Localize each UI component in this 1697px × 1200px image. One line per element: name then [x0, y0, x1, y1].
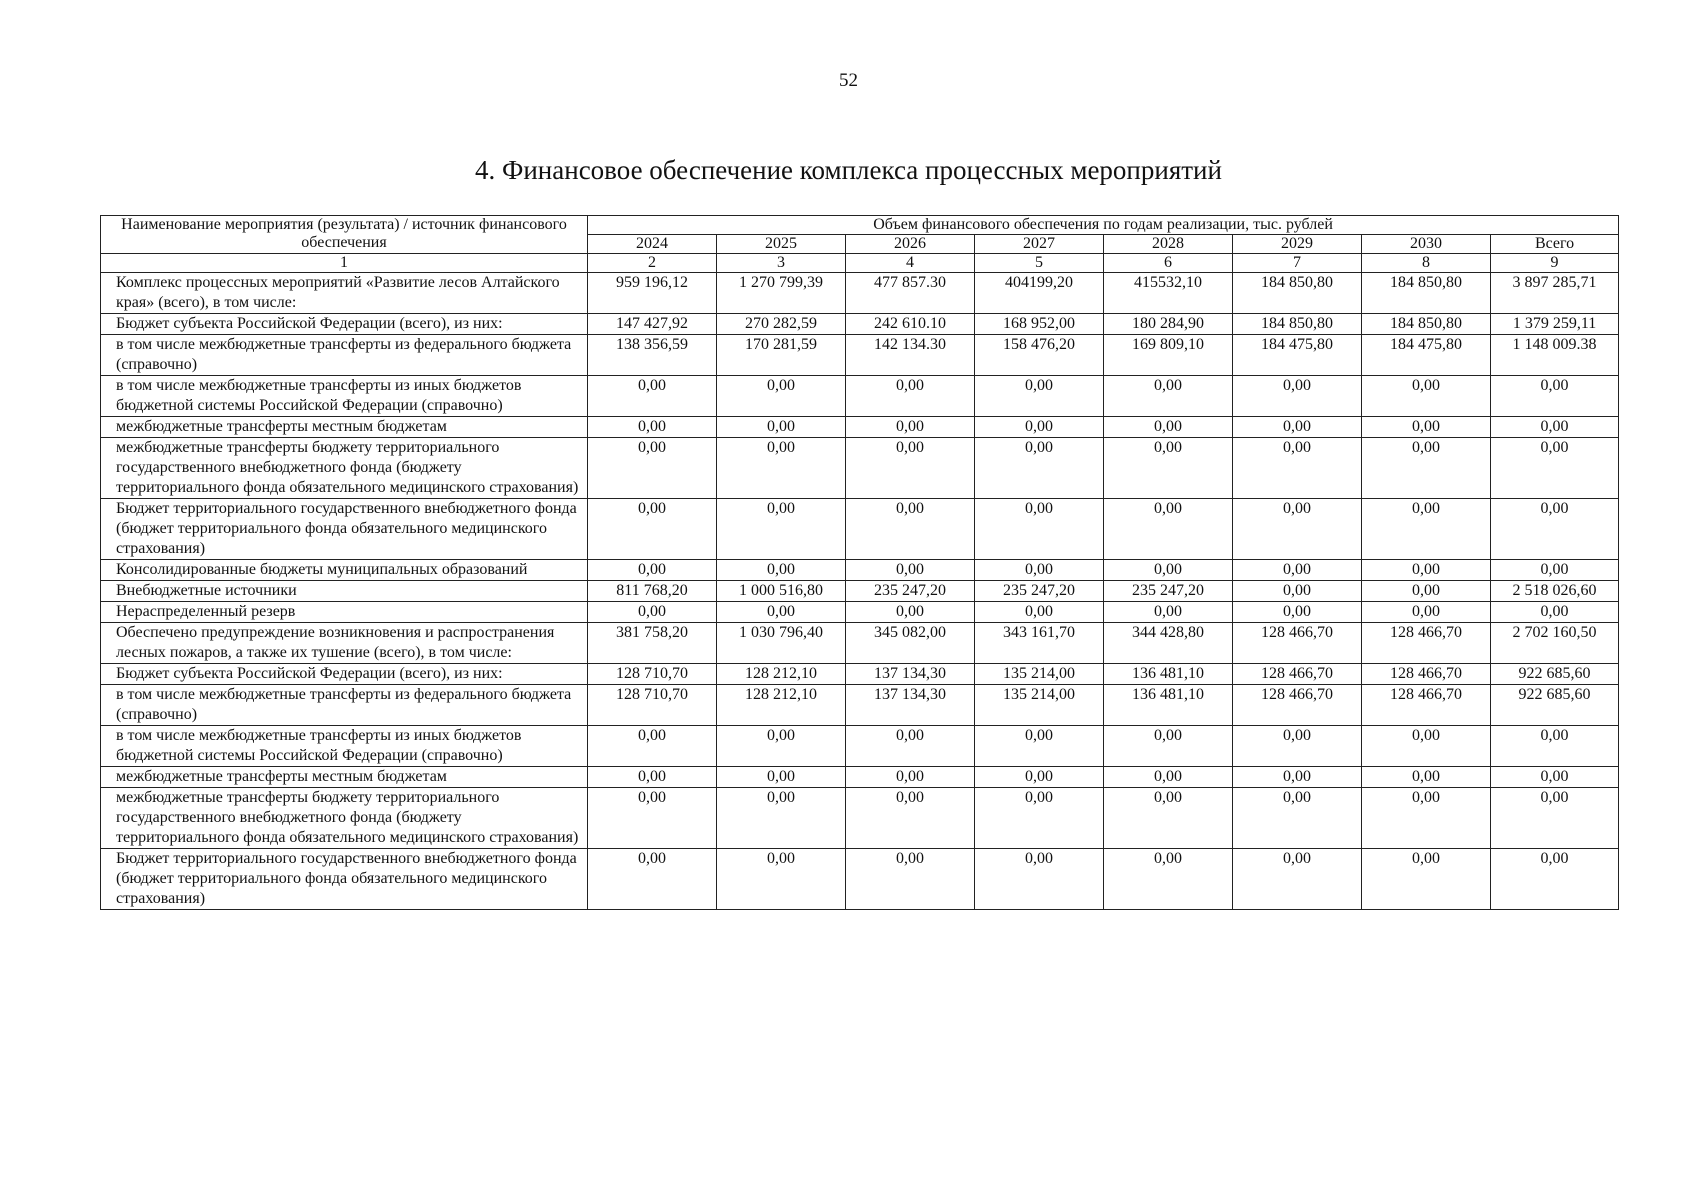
- row-value-cell: 0,00: [588, 849, 717, 910]
- row-value-cell: 0,00: [1362, 499, 1491, 560]
- row-value-cell: 0,00: [588, 376, 717, 417]
- row-value-cell: 0,00: [846, 438, 975, 499]
- row-total-cell: 2 702 160,50: [1491, 623, 1619, 664]
- row-value-cell: 137 134,30: [846, 664, 975, 685]
- row-value-cell: 0,00: [1104, 849, 1233, 910]
- row-total-cell: 0,00: [1491, 499, 1619, 560]
- row-value-cell: 0,00: [1362, 767, 1491, 788]
- row-value-cell: 0,00: [1233, 581, 1362, 602]
- row-total-cell: 0,00: [1491, 602, 1619, 623]
- table-row: [101, 581, 1619, 602]
- year-header: 2025: [717, 235, 846, 254]
- table-row: [101, 623, 1619, 664]
- row-value-cell: 0,00: [717, 438, 846, 499]
- row-value-cell: 0,00: [846, 560, 975, 581]
- row-value-cell: 344 428,80: [1104, 623, 1233, 664]
- row-total-cell: 2 518 026,60: [1491, 581, 1619, 602]
- table-row: [101, 664, 1619, 685]
- row-value-cell: 0,00: [717, 726, 846, 767]
- financing-table: [100, 215, 1619, 910]
- row-value-cell: 135 214,00: [975, 664, 1104, 685]
- row-value-cell: 0,00: [588, 438, 717, 499]
- row-value-cell: 170 281,59: [717, 335, 846, 376]
- year-header: 2029: [1233, 235, 1362, 254]
- row-value-cell: 0,00: [717, 376, 846, 417]
- row-total-cell: 1 379 259,11: [1491, 314, 1619, 335]
- row-name-cell: Бюджет территориального государственного внебюджетного фонда (бюджет территориального фонда обязательного медицинского страхования): [101, 499, 588, 560]
- row-value-cell: 184 475,80: [1362, 335, 1491, 376]
- row-value-cell: 0,00: [975, 849, 1104, 910]
- table-row: [101, 767, 1619, 788]
- row-value-cell: 184 850,80: [1233, 314, 1362, 335]
- row-value-cell: 1 000 516,80: [717, 581, 846, 602]
- row-value-cell: 0,00: [846, 602, 975, 623]
- row-name-cell: Обеспечено предупреждение возникновения и распространения лесных пожаров, а также их тушение (всего), в том числе:: [101, 623, 588, 664]
- row-value-cell: 184 850,80: [1362, 273, 1491, 314]
- row-name-cell: межбюджетные трансферты местным бюджетам: [101, 417, 588, 438]
- row-value-cell: 0,00: [1233, 438, 1362, 499]
- row-total-cell: 0,00: [1491, 788, 1619, 849]
- column-number: 3: [717, 254, 846, 273]
- row-total-cell: 0,00: [1491, 726, 1619, 767]
- header-name-cell: Наименование мероприятия (результата) / источник финансового обеспечения: [101, 216, 588, 254]
- row-value-cell: 0,00: [1104, 788, 1233, 849]
- row-value-cell: 0,00: [1233, 376, 1362, 417]
- row-value-cell: 184 850,80: [1362, 314, 1491, 335]
- row-total-cell: 0,00: [1491, 560, 1619, 581]
- row-value-cell: 128 212,10: [717, 685, 846, 726]
- row-value-cell: 0,00: [1233, 417, 1362, 438]
- row-value-cell: 0,00: [717, 560, 846, 581]
- row-total-cell: 0,00: [1491, 438, 1619, 499]
- row-value-cell: 0,00: [588, 560, 717, 581]
- row-value-cell: 235 247,20: [846, 581, 975, 602]
- row-value-cell: 343 161,70: [975, 623, 1104, 664]
- row-value-cell: 1 030 796,40: [717, 623, 846, 664]
- row-name-cell: в том числе межбюджетные трансферты из федерального бюджета (справочно): [101, 685, 588, 726]
- table-row: [101, 726, 1619, 767]
- row-value-cell: 0,00: [975, 767, 1104, 788]
- table-row: [101, 849, 1619, 910]
- column-number: 6: [1104, 254, 1233, 273]
- row-value-cell: 128 466,70: [1233, 664, 1362, 685]
- row-value-cell: 0,00: [1104, 499, 1233, 560]
- row-value-cell: 0,00: [975, 376, 1104, 417]
- row-value-cell: 0,00: [588, 726, 717, 767]
- row-value-cell: 128 710,70: [588, 685, 717, 726]
- table-row: [101, 314, 1619, 335]
- table-row: [101, 685, 1619, 726]
- row-value-cell: 0,00: [1104, 417, 1233, 438]
- row-total-cell: 1 148 009.38: [1491, 335, 1619, 376]
- row-value-cell: 1 270 799,39: [717, 273, 846, 314]
- row-value-cell: 381 758,20: [588, 623, 717, 664]
- table-row: [101, 438, 1619, 499]
- column-number: 1: [101, 254, 588, 273]
- table-row: [101, 335, 1619, 376]
- row-value-cell: 235 247,20: [975, 581, 1104, 602]
- column-number: 7: [1233, 254, 1362, 273]
- row-value-cell: 0,00: [846, 849, 975, 910]
- row-value-cell: 959 196,12: [588, 273, 717, 314]
- row-value-cell: 136 481,10: [1104, 685, 1233, 726]
- row-total-cell: 0,00: [1491, 417, 1619, 438]
- row-value-cell: 0,00: [588, 499, 717, 560]
- row-value-cell: 147 427,92: [588, 314, 717, 335]
- row-value-cell: 0,00: [1104, 560, 1233, 581]
- row-value-cell: 0,00: [975, 499, 1104, 560]
- table-body: [101, 273, 1619, 910]
- row-value-cell: 0,00: [1362, 849, 1491, 910]
- row-value-cell: 137 134,30: [846, 685, 975, 726]
- row-value-cell: 0,00: [717, 788, 846, 849]
- row-value-cell: 0,00: [975, 417, 1104, 438]
- row-value-cell: 0,00: [846, 376, 975, 417]
- header-row-column-numbers: [101, 254, 1619, 273]
- row-name-cell: в том числе межбюджетные трансферты из иных бюджетов бюджетной системы Российской Федерации (справочно): [101, 726, 588, 767]
- table-row: [101, 499, 1619, 560]
- table-row: [101, 376, 1619, 417]
- row-value-cell: 0,00: [1362, 560, 1491, 581]
- row-value-cell: 270 282,59: [717, 314, 846, 335]
- row-value-cell: 0,00: [975, 726, 1104, 767]
- row-name-cell: Комплекс процессных мероприятий «Развитие лесов Алтайского края» (всего), в том числе:: [101, 273, 588, 314]
- row-value-cell: 0,00: [1362, 581, 1491, 602]
- row-name-cell: межбюджетные трансферты местным бюджетам: [101, 767, 588, 788]
- row-value-cell: 0,00: [717, 767, 846, 788]
- row-value-cell: 128 466,70: [1362, 664, 1491, 685]
- row-value-cell: 0,00: [846, 499, 975, 560]
- row-value-cell: 0,00: [1104, 376, 1233, 417]
- table-row: [101, 560, 1619, 581]
- row-value-cell: 477 857.30: [846, 273, 975, 314]
- row-total-cell: 0,00: [1491, 767, 1619, 788]
- row-value-cell: 0,00: [588, 767, 717, 788]
- row-name-cell: Бюджет субъекта Российской Федерации (всего), из них:: [101, 314, 588, 335]
- row-value-cell: 128 466,70: [1362, 623, 1491, 664]
- year-header: 2026: [846, 235, 975, 254]
- row-value-cell: 128 710,70: [588, 664, 717, 685]
- year-header: 2027: [975, 235, 1104, 254]
- page-number: 52: [839, 70, 858, 91]
- row-value-cell: 0,00: [1362, 788, 1491, 849]
- row-value-cell: 0,00: [846, 788, 975, 849]
- row-value-cell: 0,00: [975, 560, 1104, 581]
- column-number: 2: [588, 254, 717, 273]
- row-value-cell: 0,00: [1233, 499, 1362, 560]
- row-value-cell: 180 284,90: [1104, 314, 1233, 335]
- row-value-cell: 142 134.30: [846, 335, 975, 376]
- row-value-cell: 0,00: [1233, 726, 1362, 767]
- year-header: 2028: [1104, 235, 1233, 254]
- row-value-cell: 128 466,70: [1233, 685, 1362, 726]
- row-value-cell: 345 082,00: [846, 623, 975, 664]
- row-total-cell: 0,00: [1491, 849, 1619, 910]
- row-value-cell: 404199,20: [975, 273, 1104, 314]
- column-number: 4: [846, 254, 975, 273]
- row-value-cell: 0,00: [1362, 438, 1491, 499]
- row-value-cell: 0,00: [717, 499, 846, 560]
- row-value-cell: 242 610.10: [846, 314, 975, 335]
- row-value-cell: 0,00: [1233, 849, 1362, 910]
- row-name-cell: в том числе межбюджетные трансферты из федерального бюджета (справочно): [101, 335, 588, 376]
- row-value-cell: 0,00: [1104, 602, 1233, 623]
- row-value-cell: 136 481,10: [1104, 664, 1233, 685]
- row-name-cell: Консолидированные бюджеты муниципальных образований: [101, 560, 588, 581]
- row-value-cell: 0,00: [588, 417, 717, 438]
- row-value-cell: 0,00: [1362, 726, 1491, 767]
- year-header: 2030: [1362, 235, 1491, 254]
- row-value-cell: 135 214,00: [975, 685, 1104, 726]
- row-value-cell: 0,00: [975, 788, 1104, 849]
- row-value-cell: 128 212,10: [717, 664, 846, 685]
- row-value-cell: 235 247,20: [1104, 581, 1233, 602]
- column-number: 5: [975, 254, 1104, 273]
- row-value-cell: 128 466,70: [1362, 685, 1491, 726]
- header-volume-cell: Объем финансового обеспечения по годам реализации, тыс. рублей: [588, 216, 1619, 235]
- row-value-cell: 0,00: [588, 602, 717, 623]
- row-name-cell: Нераспределенный резерв: [101, 602, 588, 623]
- row-value-cell: 811 768,20: [588, 581, 717, 602]
- row-value-cell: 128 466,70: [1233, 623, 1362, 664]
- year-header: 2024: [588, 235, 717, 254]
- table-row: [101, 602, 1619, 623]
- row-value-cell: 0,00: [1104, 438, 1233, 499]
- row-value-cell: 0,00: [1362, 376, 1491, 417]
- row-value-cell: 169 809,10: [1104, 335, 1233, 376]
- row-name-cell: межбюджетные трансферты бюджету территориального государственного внебюджетного фонда (бюджету территориального фонда обязательного медицинского страхования): [101, 788, 588, 849]
- row-value-cell: 0,00: [846, 767, 975, 788]
- document-title: 4. Финансовое обеспечение комплекса процессных мероприятий: [475, 155, 1222, 185]
- table-row: [101, 417, 1619, 438]
- column-number: 9: [1491, 254, 1619, 273]
- row-total-cell: 922 685,60: [1491, 664, 1619, 685]
- row-value-cell: 168 952,00: [975, 314, 1104, 335]
- row-value-cell: 184 850,80: [1233, 273, 1362, 314]
- row-value-cell: 0,00: [1233, 560, 1362, 581]
- row-value-cell: 0,00: [846, 726, 975, 767]
- header-row-1: [101, 216, 1619, 235]
- column-number: 8: [1362, 254, 1491, 273]
- row-name-cell: в том числе межбюджетные трансферты из иных бюджетов бюджетной системы Российской Федерации (справочно): [101, 376, 588, 417]
- table-row: [101, 273, 1619, 314]
- row-value-cell: 0,00: [717, 602, 846, 623]
- table-row: [101, 788, 1619, 849]
- row-value-cell: 0,00: [975, 602, 1104, 623]
- row-value-cell: 184 475,80: [1233, 335, 1362, 376]
- row-value-cell: 0,00: [1104, 767, 1233, 788]
- row-value-cell: 158 476,20: [975, 335, 1104, 376]
- row-value-cell: 0,00: [975, 438, 1104, 499]
- row-value-cell: 138 356,59: [588, 335, 717, 376]
- row-name-cell: Бюджет территориального государственного внебюджетного фонда (бюджет территориального фонда обязательного медицинского страхования): [101, 849, 588, 910]
- row-value-cell: 0,00: [1362, 602, 1491, 623]
- row-value-cell: 0,00: [1104, 726, 1233, 767]
- row-name-cell: межбюджетные трансферты бюджету территориального государственного внебюджетного фонда (бюджету территориального фонда обязательного медицинского страхования): [101, 438, 588, 499]
- row-total-cell: 922 685,60: [1491, 685, 1619, 726]
- row-name-cell: Внебюджетные источники: [101, 581, 588, 602]
- row-value-cell: 0,00: [1233, 602, 1362, 623]
- row-value-cell: 0,00: [1233, 788, 1362, 849]
- row-total-cell: 3 897 285,71: [1491, 273, 1619, 314]
- row-value-cell: 0,00: [1362, 417, 1491, 438]
- row-value-cell: 0,00: [717, 849, 846, 910]
- row-value-cell: 0,00: [588, 788, 717, 849]
- row-name-cell: Бюджет субъекта Российской Федерации (всего), из них:: [101, 664, 588, 685]
- row-value-cell: 0,00: [1233, 767, 1362, 788]
- row-total-cell: 0,00: [1491, 376, 1619, 417]
- row-value-cell: 0,00: [717, 417, 846, 438]
- total-header: Всего: [1491, 235, 1619, 254]
- row-value-cell: 415532,10: [1104, 273, 1233, 314]
- row-value-cell: 0,00: [846, 417, 975, 438]
